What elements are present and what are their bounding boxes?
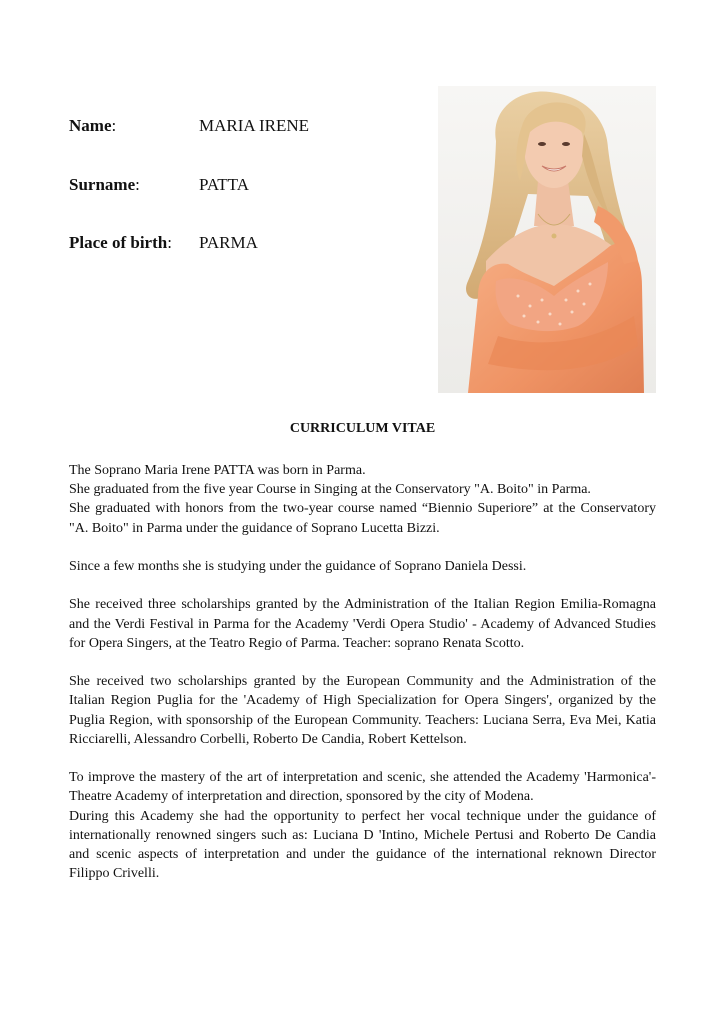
cv-line: Since a few months she is studying under the guidance of Soprano Daniela Dessi. [69,559,527,574]
cv-title: CURRICULUM VITAE [289,421,436,436]
cv-paragraph-verdi-scholarships [69,595,656,653]
portrait-photo [438,86,656,393]
surname-label: Surname: [69,175,140,194]
portrait-illustration [438,86,656,393]
cv-line: To improve the mastery of the art of interpretation and scenic, she attended the Academy 'Harmonica'- Theatre Academy of interpretation and direction, sponsored by the city of Modena. [69,770,656,805]
cv-line: She received two scholarships granted by the European Community and the Administration of the Italian Region Puglia for the 'Academy of High Specialization for Opera Singers', organized by the Puglia Region, with sponsorship of the European Community. Teachers: Luciana Serra, Eva Mei, Katia Ricciarelli, Alessandro Corbelli, Roberto De Candia, Robert Kettelson. [69,674,656,747]
cv-paragraph-birth-education [69,461,656,538]
cv-line: She graduated with honors from the two-year course named “Biennio Superiore” at the Conservatory "A. Boito" in Parma under the guidance of Soprano Lucetta Bizzi. [69,501,656,536]
birthplace-label: Place of birth: [69,233,172,252]
name-value: MARIA IRENE [199,116,310,135]
cv-line: She graduated from the five year Course in Singing at the Conservatory "A. Boito" in Parma. [69,482,591,498]
cv-line: During this Academy she had the opportunity to perfect her vocal technique under the guidance of internationally renowned singers such as: Luciana D 'Intino, Michele Pertusi and Roberto De Candia and scenic aspects of interpretation and under the guidance of the international reknown Director Filippo Crivelli. [69,808,656,882]
cv-paragraph-puglia-scholarships [69,672,656,749]
cv-line: The Soprano Maria Irene PATTA was born in Parma. [69,463,366,478]
cv-body [69,461,656,903]
cv-line: She received three scholarships granted by the Administration of the Italian Region Emilia-Romagna and the Verdi Festival in Parma for the Academy 'Verdi Opera Studio' - Academy of Advanced Studies for Opera Singers, at the Teatro Regio of Parma. Teacher: soprano Renata Scotto. [69,597,656,651]
name-label: Name: [69,116,117,135]
cv-paragraph-current-study [69,557,656,576]
cv-paragraph-harmonica-academy [69,768,656,883]
birthplace-value: PARMA [199,233,258,252]
surname-value: PATTA [199,175,249,194]
